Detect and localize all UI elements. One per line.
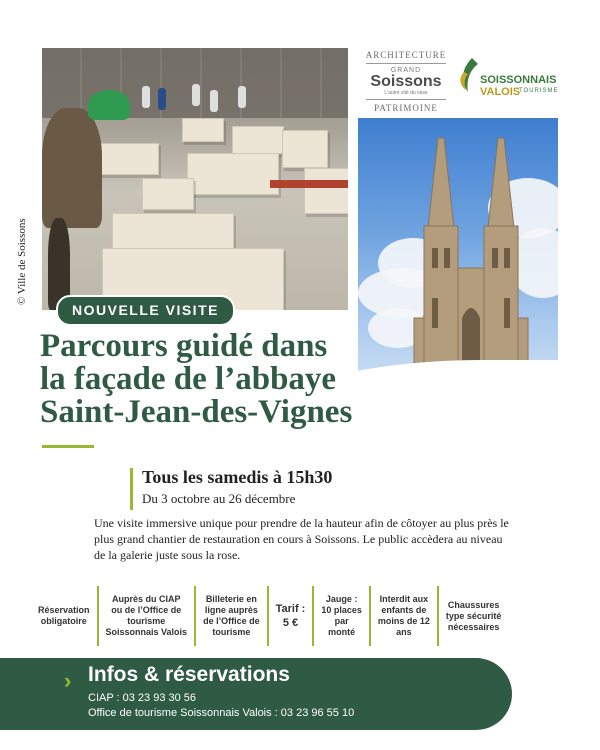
stone-block (97, 143, 159, 175)
visitor-figure (142, 86, 150, 108)
info-separator (369, 586, 371, 646)
photo-credit: © Ville de Soissons (16, 218, 28, 305)
info-separator (312, 586, 314, 646)
info-separator (267, 586, 269, 646)
info-reservation: Réservation obligatoire (38, 605, 90, 626)
page-title (40, 330, 460, 429)
info-separator (97, 586, 99, 646)
worksite-photo (42, 48, 348, 310)
info-separator (194, 586, 196, 646)
worker-figure (42, 108, 102, 228)
dates-accent-bar (130, 468, 133, 510)
title-line-2: la façade de l’abbaye (40, 361, 337, 397)
new-visit-badge: NOUVELLE VISITE (56, 295, 235, 326)
logo-arch-bottom: PATRIMOINE (374, 103, 438, 113)
logo-arch-tagline: L'autre cité du vase (384, 90, 428, 96)
title-line-1: Parcours guidé dans (40, 328, 328, 364)
stone-block (187, 153, 279, 195)
chevron-right-icon: › (64, 668, 72, 693)
footer-title: Infos & réservations (88, 663, 290, 686)
info-footwear: Chaussures type sécurité nécessaires (445, 599, 502, 632)
visitor-figure (158, 88, 166, 110)
info-separator (437, 586, 439, 646)
title-line-3: Saint-Jean-des-Vignes (40, 394, 353, 430)
pallet (270, 180, 348, 188)
leaf-mark-icon (458, 58, 480, 94)
stone-block (304, 168, 348, 214)
stone-block (232, 126, 284, 154)
info-online-ticketing: Billeterie en ligne auprès de l’Office de tourisme (203, 594, 260, 637)
soissonnais-valois-logo (458, 56, 562, 104)
info-booking-place: Auprès du CIAP ou de l’Office de tourisme Soissonnais Valois (105, 594, 188, 637)
logo-arch-top: ARCHITECTURE (365, 50, 447, 60)
visitor-figure (192, 84, 200, 106)
logo-sv-line2: VALOIS (480, 86, 521, 98)
visit-description: Une visite immersive unique pour prendre de la hauteur afin de côtoyer au plus près le plus grand chantier de restauration en cours à Soissons. Le public accèdera au niveau de la galerie juste sous la rose. (94, 516, 509, 562)
visitor-figure (210, 90, 218, 112)
tourism-office-phone[interactable]: Office de tourisme Soissonnais Valois : 03 23 96 55 10 (88, 707, 355, 719)
info-capacity: Jauge : 10 places par monté (321, 594, 362, 637)
schedule-text: Tous les samedis à 15h30 (142, 467, 333, 487)
visitor-figure (238, 86, 246, 108)
practical-info-row (34, 586, 574, 646)
date-range-text: Du 3 octobre au 26 décembre (142, 491, 296, 506)
info-age-restriction: Interdit aux enfants de moins de 12 ans (377, 594, 430, 637)
safety-helmet (88, 90, 130, 120)
logo-arch-name: Soissons (370, 73, 442, 90)
title-underline (42, 445, 94, 448)
stone-block (282, 130, 328, 168)
ciap-phone[interactable]: CIAP : 03 23 93 30 56 (88, 692, 197, 704)
stone-block (142, 178, 194, 210)
logo-sv-line1: SOISSONNAIS (480, 74, 557, 86)
logo-sv-line3: TOURISME (519, 88, 559, 94)
architecture-patrimoine-logo (362, 50, 450, 113)
stone-block (182, 118, 224, 142)
info-price: Tarif : 5 € (275, 603, 306, 629)
logo-arch-grand: GRAND (390, 67, 422, 74)
